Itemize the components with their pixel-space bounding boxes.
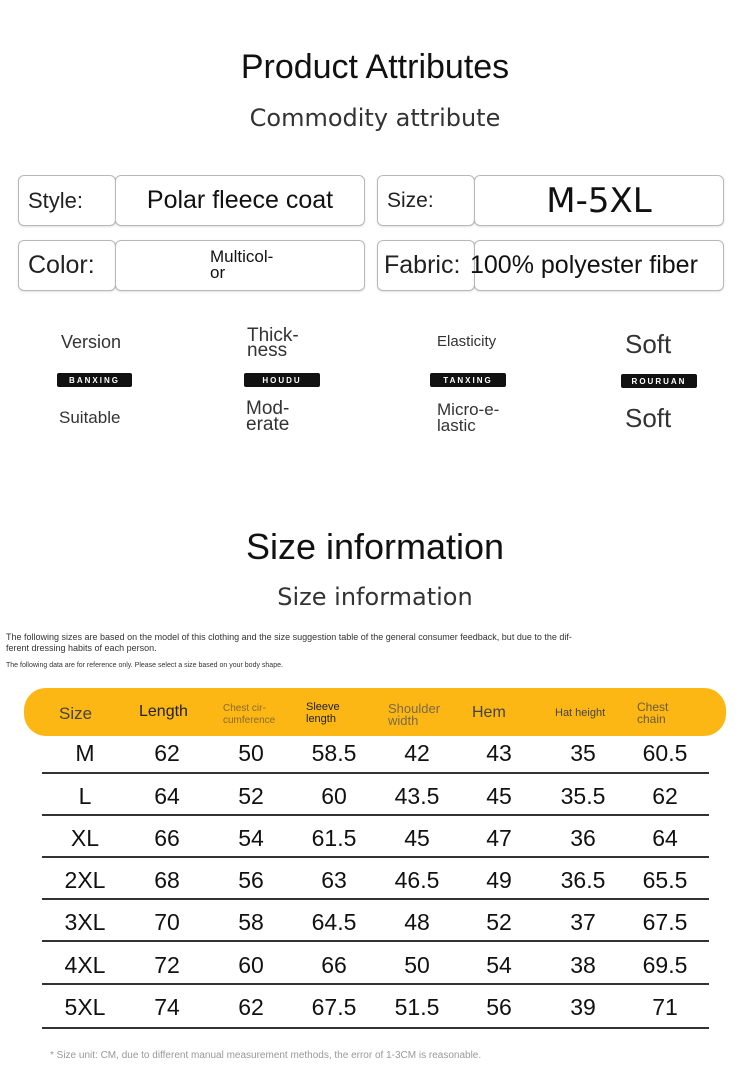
fabric-label: Fabric: [377,240,475,291]
cell-size: 2XL [64,867,106,893]
cell-chest-circumference: 56 [238,867,264,893]
cell-size: M [75,740,95,766]
feature-thickness-name-2: ness [247,340,288,361]
header-hat-height: Hat height [555,707,606,719]
cell-shoulder-width: 43.5 [394,783,440,809]
feature-soft-value: Soft [625,403,672,433]
header-chest-circumference-1: Chest cir- [223,703,266,714]
cell-chest-circumference: 62 [238,994,264,1020]
feature-version-value: Suitable [59,408,121,427]
cell-length: 72 [154,952,180,978]
cell-chest-chain: 62 [652,783,678,809]
cell-length: 68 [154,867,180,893]
cell-sleeve-length: 60 [321,783,347,809]
cell-hem: 49 [486,867,512,893]
color-value-line-2: or [210,263,226,282]
cell-size: 3XL [64,909,106,935]
header-chest-circumference-2: cumference [223,715,276,726]
feature-elasticity-value-2: lastic [437,416,476,435]
cell-hat-height: 36.5 [560,867,606,893]
header-shoulder-width-1: Shoulder [388,701,441,716]
feature-elasticity-value-1: Micro-e- [437,400,500,419]
cell-chest-circumference: 52 [238,783,264,809]
cell-size: XL [70,825,100,851]
cell-sleeve-length: 64.5 [311,909,357,935]
cell-length: 64 [154,783,180,809]
cell-hat-height: 37 [570,909,596,935]
header-chest-chain-1: Chest [637,700,669,714]
cell-length: 62 [154,740,180,766]
product-attributes-title: Product Attributes [240,48,510,86]
row-divider [42,814,709,816]
feature-version-tag: BANXING [57,373,132,387]
feature-thickness-value-2: erate [246,414,290,435]
size-note-line-1: The following sizes are based on the model of this clothing and the size suggestion table of the general consumer feedback, but due to the dif- [6,632,572,642]
cell-sleeve-length: 63 [321,867,347,893]
style-label: Style: [18,175,116,226]
cell-length: 74 [154,994,180,1020]
size-footer-note: * Size unit: CM, due to different manual measurement methods, the error of 1-3CM is reasonable. [50,1050,482,1061]
size-note-reference: The following data are for reference only. Please select a size based on your body shape. [6,662,283,669]
cell-sleeve-length: 61.5 [311,825,357,851]
cell-shoulder-width: 46.5 [394,867,440,893]
cell-sleeve-length: 66 [321,952,347,978]
row-divider [42,898,709,900]
cell-chest-chain: 67.5 [642,909,688,935]
header-length: Length [139,703,188,720]
size-information-title: Size information [245,526,505,567]
row-divider [42,983,709,985]
header-chest-chain [637,701,668,725]
size-label: Size: [377,175,475,226]
cell-hat-height: 35.5 [560,783,606,809]
row-divider [42,772,709,774]
cell-hem: 54 [486,952,512,978]
row-divider [42,1027,709,1029]
header-hem: Hem [472,704,506,721]
cell-size: 5XL [64,994,106,1020]
size-note-line-2: ferent dressing habits of each person. [6,643,157,653]
cell-shoulder-width: 42 [404,740,430,766]
cell-chest-circumference: 58 [238,909,264,935]
cell-chest-circumference: 54 [238,825,264,851]
cell-hat-height: 38 [570,952,596,978]
header-size: Size [59,704,93,723]
feature-thickness-name [247,325,299,361]
size-information-subtitle: Size information [277,583,473,611]
size-note [6,632,686,654]
cell-size: L [78,783,92,809]
feature-elasticity-value [437,402,499,434]
cell-chest-circumference: 60 [238,952,264,978]
cell-hat-height: 36 [570,825,596,851]
header-sleeve-length-2: length [306,713,336,725]
feature-thickness-value-1: Mod- [246,398,290,419]
cell-chest-chain: 69.5 [642,952,688,978]
fabric-value [470,240,724,291]
cell-size: 4XL [64,952,106,978]
cell-length: 70 [154,909,180,935]
fabric-value-text: 100% polyester fiber [470,251,698,279]
header-chest-chain-2: chain [637,712,666,726]
cell-shoulder-width: 48 [404,909,430,935]
header-sleeve-length [306,701,340,725]
cell-chest-chain: 64 [652,825,678,851]
size-value: M-5XL [474,175,724,226]
cell-chest-chain: 65.5 [642,867,688,893]
row-divider [42,856,709,858]
header-shoulder-width [388,703,440,727]
header-shoulder-width-2: width [388,713,419,728]
cell-sleeve-length: 67.5 [311,994,357,1020]
size-table-header [24,688,726,736]
feature-thickness-tag: HOUDU [244,373,320,387]
feature-thickness-name-1: Thick- [247,325,299,346]
header-sleeve-length-1: Sleeve [306,701,340,713]
cell-hem: 56 [486,994,512,1020]
cell-shoulder-width: 45 [404,825,430,851]
header-chest-circumference [223,703,275,727]
cell-hat-height: 39 [570,994,596,1020]
cell-hem: 47 [486,825,512,851]
row-divider [42,940,709,942]
cell-hem: 52 [486,909,512,935]
cell-length: 66 [154,825,180,851]
cell-hem: 45 [486,783,512,809]
cell-shoulder-width: 51.5 [394,994,440,1020]
feature-soft-name: Soft [625,329,672,359]
style-value: Polar fleece coat [115,175,365,226]
color-value [115,240,365,291]
cell-sleeve-length: 58.5 [311,740,357,766]
commodity-attribute-subtitle: Commodity attribute [249,104,501,132]
cell-shoulder-width: 50 [404,952,430,978]
cell-chest-circumference: 50 [238,740,264,766]
cell-hat-height: 35 [570,740,596,766]
feature-elasticity-name: Elasticity [437,333,497,350]
cell-chest-chain: 71 [652,994,678,1020]
color-label: Color: [18,240,116,291]
feature-thickness-value [246,398,290,435]
feature-version-name: Version [61,332,122,352]
feature-soft-tag: ROURUAN [621,374,697,388]
color-value-line-1: Multicol- [210,247,274,266]
cell-chest-chain: 60.5 [642,740,688,766]
cell-hem: 43 [486,740,512,766]
feature-elasticity-tag: TANXING [430,373,506,387]
